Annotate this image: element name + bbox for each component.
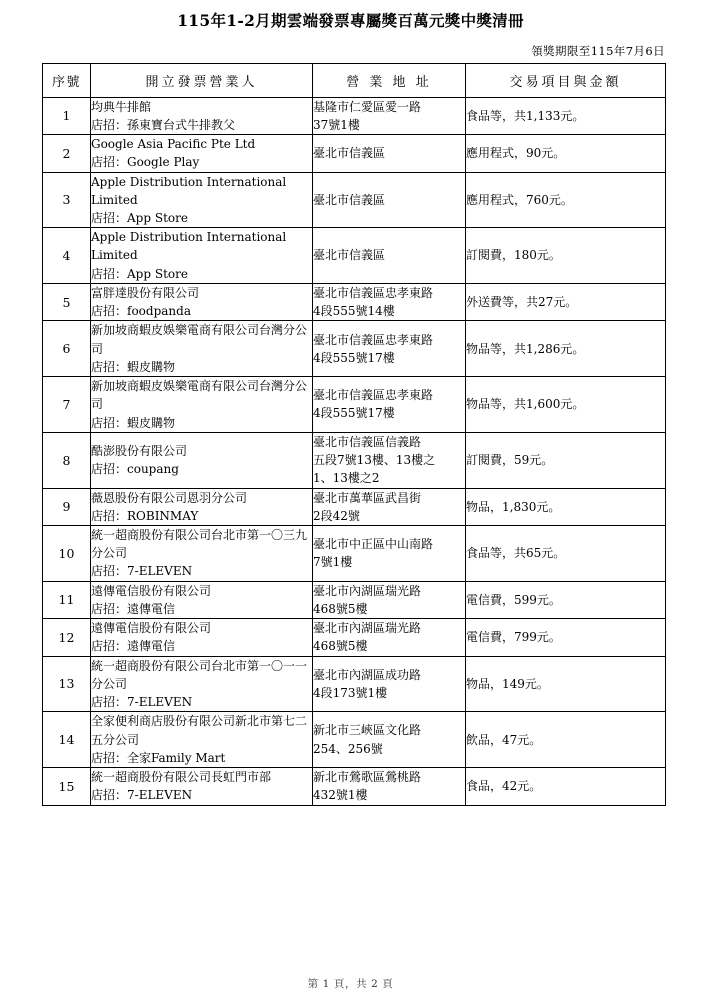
business-line: 店招：App Store [91, 266, 188, 281]
address-line: 4段555號14樓 [313, 304, 395, 319]
business-line: 店招：遠傳電信 [91, 601, 176, 616]
cell-business-name [91, 97, 313, 134]
address-line: 臺北市內湖區成功路 [313, 667, 422, 682]
column-header-sequence: 序號 [43, 63, 91, 97]
business-line: 酷澎股份有限公司 [91, 443, 188, 458]
cell-item-amount: 食品，42元。 [466, 768, 666, 805]
table-row [43, 321, 666, 377]
cell-address [313, 228, 466, 284]
cell-item-amount: 訂閱費，59元。 [466, 432, 666, 488]
business-line: 店招：ROBINMAY [91, 508, 199, 523]
cell-business-name [91, 228, 313, 284]
column-header-item-amount: 交易項目與金額 [466, 63, 666, 97]
table-row [43, 228, 666, 284]
page-footer: 第 1 頁，共 2 頁 [307, 978, 394, 990]
address-line: 新北市三峽區文化路 [313, 723, 422, 738]
cell-item-amount: 物品，149元。 [466, 656, 666, 712]
cell-sequence: 12 [43, 619, 91, 656]
address-line: 2段42號 [313, 508, 360, 523]
table-row [43, 525, 666, 581]
table-header [43, 63, 666, 97]
cell-sequence: 15 [43, 768, 91, 805]
cell-address [313, 768, 466, 805]
cell-sequence: 14 [43, 712, 91, 768]
table-row [43, 432, 666, 488]
column-header-address: 營 業 地 址 [313, 63, 466, 97]
cell-sequence: 6 [43, 321, 91, 377]
table-body [43, 97, 666, 805]
address-line: 臺北市信義區忠孝東路 [313, 285, 434, 300]
address-line: 臺北市信義區 [313, 248, 386, 263]
cell-address [313, 97, 466, 134]
business-line: 店招：孫東寶台式牛排教父 [91, 117, 236, 132]
address-line: 臺北市內湖區瑞光路 [313, 621, 422, 636]
table-row [43, 135, 666, 172]
table-row [43, 377, 666, 433]
cell-item-amount: 物品等，共1,600元。 [466, 377, 666, 433]
address-line: 新北市鶯歌區鶯桃路 [313, 770, 422, 785]
address-line: 臺北市信義區 [313, 146, 386, 161]
cell-item-amount: 物品，1,830元。 [466, 488, 666, 525]
cell-business-name [91, 135, 313, 172]
cell-business-name [91, 581, 313, 618]
address-line: 臺北市信義區忠孝東路 [313, 332, 434, 347]
business-line: 店招：7-ELEVEN [91, 788, 193, 803]
cell-item-amount: 外送費等，共27元。 [466, 283, 666, 320]
address-line: 37號1樓 [313, 117, 360, 132]
table-row [43, 283, 666, 320]
cell-business-name [91, 768, 313, 805]
table-row [43, 712, 666, 768]
cell-sequence: 13 [43, 656, 91, 712]
table-row [43, 656, 666, 712]
cell-sequence: 4 [43, 228, 91, 284]
address-line: 臺北市信義區忠孝東路 [313, 388, 434, 403]
cell-address [313, 377, 466, 433]
cell-sequence: 10 [43, 525, 91, 581]
cell-item-amount: 電信費，799元。 [466, 619, 666, 656]
cell-item-amount: 電信費，599元。 [466, 581, 666, 618]
business-line: 統一超商股份有限公司長虹門市部 [91, 770, 272, 785]
cell-address [313, 172, 466, 228]
cell-item-amount: 物品等，共1,286元。 [466, 321, 666, 377]
cell-sequence: 9 [43, 488, 91, 525]
cell-sequence: 7 [43, 377, 91, 433]
claim-deadline-note: 領獎期限至115年7月6日 [531, 43, 665, 58]
cell-address [313, 321, 466, 377]
business-line: 店招：App Store [91, 211, 188, 225]
business-line: 店招：全家Family Mart [91, 750, 226, 765]
business-line: 全家便利商店股份有限公司新北市第七二五分公司 [91, 714, 308, 747]
table-container [0, 63, 701, 806]
cell-business-name [91, 321, 313, 377]
table-row [43, 172, 666, 228]
address-line: 432號1樓 [313, 788, 368, 803]
column-header-business: 開立發票營業人 [91, 63, 313, 97]
business-line: 店招：7-ELEVEN [91, 695, 193, 710]
cell-item-amount: 食品等，共65元。 [466, 525, 666, 581]
business-line: 新加坡商蝦皮娛樂電商有限公司台灣分公司 [91, 379, 308, 412]
cell-address [313, 135, 466, 172]
address-line: 254、256號 [313, 741, 383, 756]
business-line: 店招：7-ELEVEN [91, 564, 193, 579]
address-line: 1、13樓之2 [313, 471, 380, 486]
cell-address [313, 656, 466, 712]
address-line: 臺北市信義區信義路 [313, 434, 422, 449]
award-list-table [42, 63, 666, 806]
cell-business-name [91, 488, 313, 525]
address-line: 臺北市信義區 [313, 192, 386, 207]
cell-address [313, 488, 466, 525]
business-line: 薇恩股份有限公司恩羽分公司 [91, 490, 248, 505]
table-row [43, 581, 666, 618]
cell-address [313, 525, 466, 581]
address-line: 4段555號17樓 [313, 350, 395, 365]
cell-address [313, 712, 466, 768]
cell-business-name [91, 377, 313, 433]
cell-item-amount: 訂閱費，180元。 [466, 228, 666, 284]
address-line: 4段173號1樓 [313, 685, 388, 700]
business-line: Apple Distribution International Limited [91, 230, 287, 263]
cell-address [313, 283, 466, 320]
address-line: 4段555號17樓 [313, 406, 395, 421]
cell-business-name [91, 656, 313, 712]
cell-business-name [91, 283, 313, 320]
business-line: 店招：遠傳電信 [91, 639, 176, 654]
cell-item-amount: 應用程式，90元。 [466, 135, 666, 172]
business-line: 店招：蝦皮購物 [91, 415, 176, 430]
cell-business-name [91, 432, 313, 488]
business-line: 遠傳電信股份有限公司 [91, 621, 212, 636]
cell-sequence: 11 [43, 581, 91, 618]
cell-address [313, 619, 466, 656]
business-line: Apple Distribution International Limited [91, 174, 287, 207]
address-line: 7號1樓 [313, 555, 353, 570]
business-line: 店招：coupang [91, 462, 179, 477]
cell-business-name [91, 172, 313, 228]
business-line: Google Asia Pacific Pte Ltd [91, 137, 256, 152]
business-line: 統一超商股份有限公司台北市第一〇一一分公司 [91, 658, 308, 691]
table-row [43, 619, 666, 656]
address-line: 468號5樓 [313, 601, 368, 616]
address-line: 臺北市中正區中山南路 [313, 537, 434, 552]
address-line: 基隆市仁愛區愛一路 [313, 99, 422, 114]
business-line: 新加坡商蝦皮娛樂電商有限公司台灣分公司 [91, 323, 308, 356]
cell-item-amount: 應用程式，760元。 [466, 172, 666, 228]
cell-address [313, 432, 466, 488]
address-line: 臺北市萬華區武昌街 [313, 490, 422, 505]
cell-sequence: 5 [43, 283, 91, 320]
business-line: 均典牛排館 [91, 99, 152, 114]
business-line: 富胖達股份有限公司 [91, 285, 200, 300]
page-title: 115年1-2月期雲端發票專屬獎百萬元獎中獎清冊 [177, 11, 524, 30]
cell-sequence: 8 [43, 432, 91, 488]
address-line: 臺北市內湖區瑞光路 [313, 583, 422, 598]
cell-sequence: 2 [43, 135, 91, 172]
table-row [43, 97, 666, 134]
table-row [43, 488, 666, 525]
cell-item-amount: 食品等，共1,133元。 [466, 97, 666, 134]
business-line: 店招：蝦皮購物 [91, 359, 176, 374]
business-line: 統一超商股份有限公司台北市第一〇三九分公司 [91, 527, 308, 561]
address-line: 468號5樓 [313, 639, 368, 654]
business-line: 店招：Google Play [91, 155, 200, 170]
cell-business-name [91, 525, 313, 581]
business-line: 店招：foodpanda [91, 304, 191, 319]
cell-business-name [91, 619, 313, 656]
cell-business-name [91, 712, 313, 768]
deadline-row [0, 31, 701, 63]
cell-sequence: 1 [43, 97, 91, 134]
table-header-row [43, 63, 666, 97]
cell-sequence: 3 [43, 172, 91, 228]
business-line: 遠傳電信股份有限公司 [91, 583, 212, 598]
table-row [43, 768, 666, 805]
cell-item-amount: 飲品，47元。 [466, 712, 666, 768]
cell-address [313, 581, 466, 618]
address-line: 五段7號13樓、13樓之 [313, 453, 436, 468]
